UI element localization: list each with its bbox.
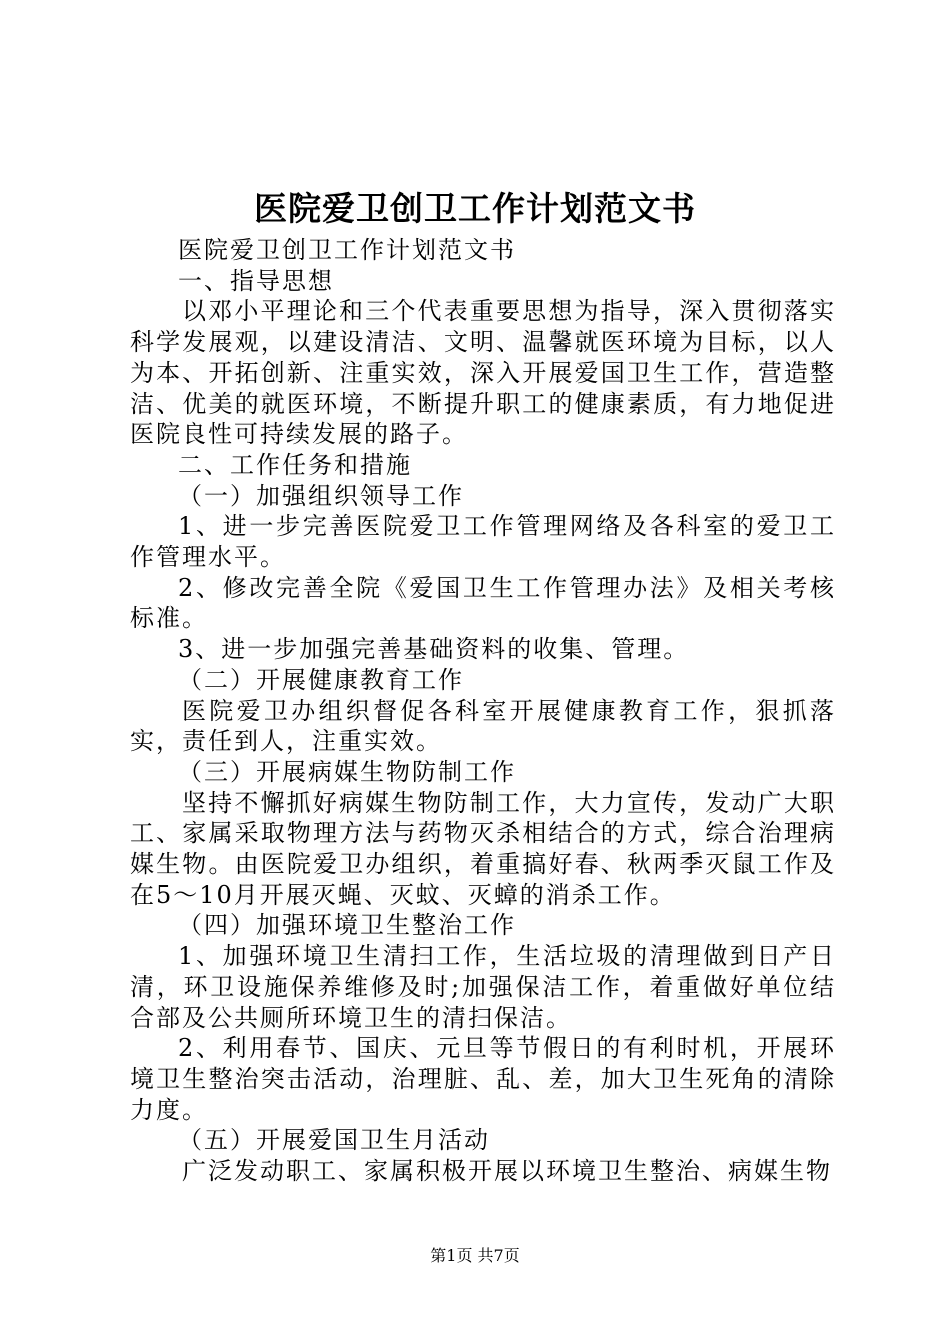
subheading-patriotic-health-month: （五）开展爱国卫生月活动 (178, 1126, 490, 1155)
paragraph-health-education: 医院爱卫办组织督促各科室开展健康教育工作，狠抓落实，责任到人，注重实效。 (130, 696, 836, 756)
document-body (130, 235, 836, 1187)
subheading-health-education: （二）开展健康教育工作 (178, 665, 464, 694)
paragraph-vector-control: 坚持不懈抓好病媒生物防制工作，大力宣传，发动广大职工、家属采取物理方法与药物灭杀相结合的方式，综合治理病媒生物。由医院爱卫办组织，着重搞好春、秋两季灭鼠工作及在5～10月开展灭蝇、灭蚊、灭蟑的消杀工作。 (130, 788, 836, 909)
heading-guiding-ideology: 一、指导思想 (178, 266, 334, 295)
paragraph-item: 1、进一步完善医院爱卫工作管理网络及各科室的爱卫工作管理水平。 (130, 512, 836, 572)
paragraph-item: 3、进一步加强完善基础资料的收集、管理。 (178, 635, 690, 664)
document-title: 医院爱卫创卫工作计划范文书 (254, 189, 696, 228)
subheading-organization: （一）加强组织领导工作 (178, 481, 464, 510)
subheading-environment: （四）加强环境卫生整治工作 (178, 911, 516, 940)
paragraph-subtitle: 医院爱卫创卫工作计划范文书 (178, 236, 516, 264)
subheading-vector-control: （三）开展病媒生物防制工作 (178, 757, 516, 786)
page-footer: 第1页 共7页 (430, 1246, 520, 1265)
paragraph-item: 2、利用春节、国庆、元旦等节假日的有利时机，开展环境卫生整治突击活动，治理脏、乱、差，加大卫生死角的清除力度。 (130, 1034, 836, 1124)
paragraph-guiding-ideology: 以邓小平理论和三个代表重要思想为指导，深入贯彻落实科学发展观，以建设清洁、文明、温馨就医环境为目标，以人为本、开拓创新、注重实效，深入开展爱国卫生工作，营造整洁、优美的就医环境，不断提升职工的健康素质，有力地促进医院良性可持续发展的路子。 (130, 297, 836, 449)
heading-tasks-measures: 二、工作任务和措施 (178, 450, 412, 479)
paragraph-item: 1、加强环境卫生清扫工作，生活垃圾的清理做到日产日清，环卫设施保养维修及时;加强保洁工作，着重做好单位结合部及公共厕所环境卫生的清扫保洁。 (130, 942, 836, 1032)
paragraph-item: 2、修改完善全院《爱国卫生工作管理办法》及相关考核标准。 (130, 573, 836, 633)
paragraph-patriotic-health-month: 广泛发动职工、家属积极开展以环境卫生整治、病媒生物 (182, 1157, 832, 1186)
